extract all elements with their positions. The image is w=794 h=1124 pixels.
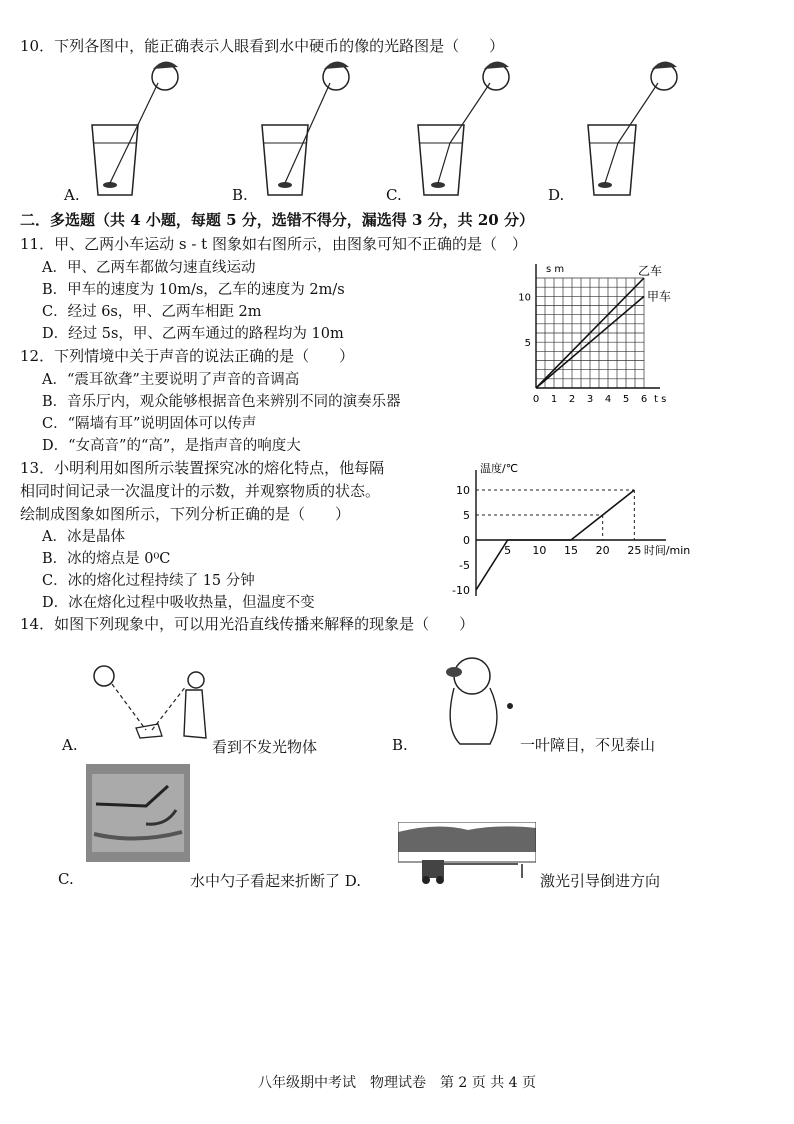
tc-y-axis-label: 温度/℃ <box>480 462 519 475</box>
st-x-tick-label: 5 <box>622 394 630 405</box>
st-x-tick-label: 4 <box>604 394 612 405</box>
q14-option-c-letter: C. <box>58 870 74 888</box>
q13-stem-line-1: 13．小明利用如图所示装置探究冰的熔化特点，他每隔 <box>20 459 385 477</box>
st-x-tick-label: 1 <box>550 394 558 405</box>
tc-y-tick-label: 5 <box>463 509 470 522</box>
q11-option-d: D．经过 5s，甲、乙两车通过的路程均为 10m <box>42 326 344 342</box>
q13-option-c: C．冰的熔化过程持续了 15 分钟 <box>42 573 255 589</box>
q10-figure-b <box>262 61 349 195</box>
st-chart <box>516 260 696 420</box>
q13-option-d: D．冰在熔化过程中吸收热量，但温度不变 <box>42 595 315 611</box>
q14-option-b-letter: B. <box>392 736 408 754</box>
tc-x-tick-label: 20 <box>595 544 610 557</box>
tc-x-tick-label: 15 <box>564 544 578 557</box>
q13-option-b: B．冰的熔点是 0⁰C <box>42 551 171 567</box>
tc-x-tick-label: 5 <box>504 544 512 557</box>
tc-y-tick-label: 10 <box>456 484 470 497</box>
q14-figure-d <box>398 822 536 886</box>
q11-stem: 11．甲、乙两小车运动 s - t 图象如右图所示，由图象可知不正确的是（ ） <box>20 235 527 253</box>
q14-figure-b <box>424 648 524 748</box>
st-y-tick-label: 10 <box>518 292 531 304</box>
page-footer: 八年级期中考试 物理试卷 第 2 页 共 4 页 <box>257 1075 537 1091</box>
st-x-tick-label: 0 <box>532 394 540 405</box>
q14-option-a-caption: 看到不发光物体 <box>212 738 318 756</box>
q10-option-d: D. <box>548 186 565 204</box>
q13-stem-line-3: 绘制成图象如图所示，下列分析正确的是（ ） <box>20 505 351 523</box>
q14-option-a-letter: A. <box>62 736 78 754</box>
q10-option-c: C. <box>386 186 402 204</box>
q10-option-b: B. <box>232 186 248 204</box>
section-heading: 二．多选题（共 4 小题，每题 5 分，选错不得分，漏选得 3 分，共 20 分） <box>20 211 534 229</box>
q12-stem: 12．下列情境中关于声音的说法正确的是（ ） <box>20 347 355 365</box>
q12-option-c: C．“隔墙有耳”说明固体可以传声 <box>42 416 257 432</box>
st-series-label-yi: 乙车 <box>638 264 663 278</box>
tc-x-tick-label: 25 <box>627 544 642 557</box>
q14-figure-c <box>86 764 190 862</box>
q10-option-a: A. <box>64 186 80 204</box>
q13-option-a: A．冰是晶体 <box>42 529 125 545</box>
st-y-tick-label: 5 <box>524 338 531 350</box>
q14-option-c-caption: 水中勺子看起来折断了 D. <box>190 872 362 890</box>
q14-stem: 14．如图下列现象中，可以用光沿直线传播来解释的现象是（ ） <box>20 615 475 633</box>
st-x-axis-label: t s <box>654 394 667 405</box>
st-series-label-jia: 甲车 <box>647 289 672 304</box>
tc-y-tick-label: -10 <box>452 584 470 597</box>
q10-stem: 10．下列各图中，能正确表示人眼看到水中硬币的像的光路图是（ ） <box>20 37 505 55</box>
q10-figure-c <box>418 61 509 195</box>
st-y-axis-label: s m <box>546 264 565 275</box>
temp-chart <box>438 458 738 608</box>
q13-stem-line-2: 相同时间记录一次温度计的示数，并观察物质的状态。 <box>20 482 381 500</box>
q11-option-a: A．甲、乙两车都做匀速直线运动 <box>42 260 256 276</box>
tc-x-tick-label: 10 <box>532 544 547 557</box>
st-x-tick-label: 2 <box>568 394 576 405</box>
q12-option-a: A．“震耳欲聋”主要说明了声音的音调高 <box>42 372 300 388</box>
q11-option-b: B．甲车的速度为 10m/s，乙车的速度为 2m/s <box>42 282 345 298</box>
q12-option-d: D．“女高音”的“高”，是指声音的响度大 <box>42 438 301 454</box>
q10-figure-d <box>588 61 677 195</box>
tc-y-tick-label: -5 <box>459 559 470 572</box>
tc-y-tick-label: 0 <box>463 534 470 547</box>
q11-option-c: C．经过 6s，甲、乙两车相距 2m <box>42 304 262 320</box>
q14-option-b-caption: 一叶障目，不见泰山 <box>520 736 656 754</box>
st-x-tick-label: 6 <box>640 394 648 405</box>
q14-option-d-caption: 激光引导倒进方向 <box>540 872 661 890</box>
q12-option-b: B．音乐厅内，观众能够根据音色来辨别不同的演奏乐器 <box>42 394 401 410</box>
q10-figure-a <box>92 61 178 195</box>
tc-x-axis-label: 时间/min <box>643 544 691 557</box>
st-x-tick-label: 3 <box>586 394 594 405</box>
